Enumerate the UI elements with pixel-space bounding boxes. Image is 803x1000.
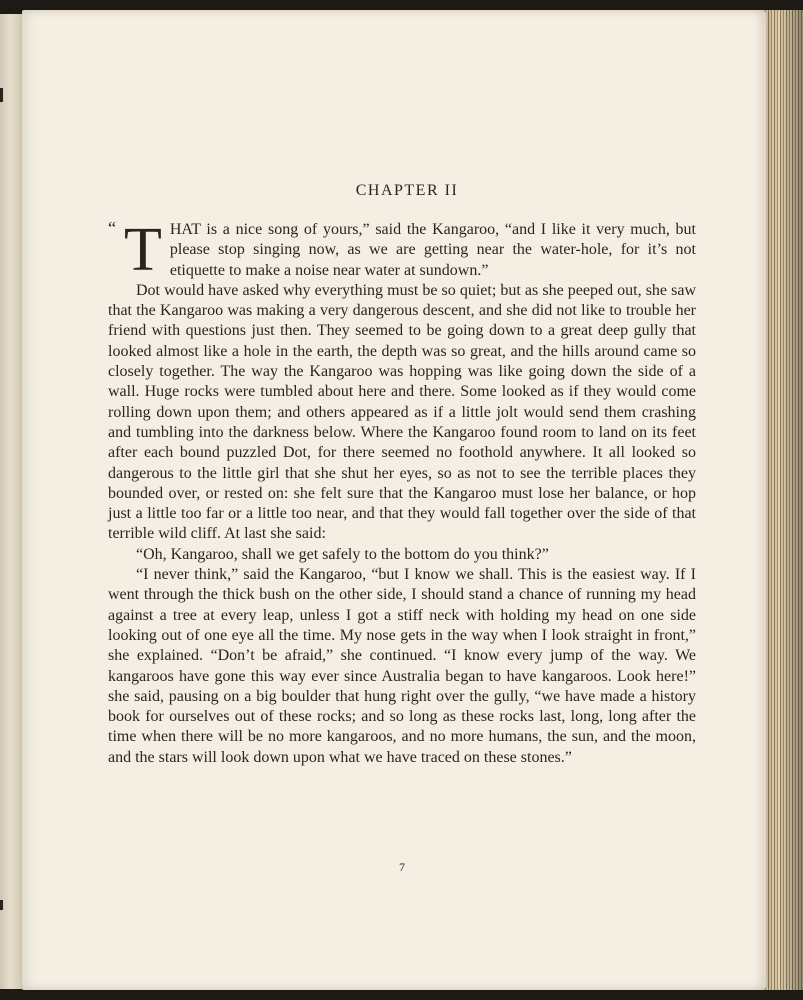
chapter-title: CHAPTER II [355,182,459,199]
body-paragraph: “I never think,” said the Kangaroo, “but I know we shall. This is the easiest way. If I went through the thick bush on the other side, I should stand a chance of running my head against a tree at every leap, unless I got a stiff neck with holding my head on one side looking out of one eye all the time. My nose gets in the way when I look straight in front,” she explained. “Don’t be afraid,” she continued. “I know every jump of the way. We kangaroos have gone this way ever since Australia began to have kangaroos. Look here!” she said, pausing on a big boulder that hung right over the gully, “we have made a history book for ourselves out of these rocks; and so long as these rocks last, long, long after the time when there will be no more kangaroos, and no more humans, the sun, and the moon, and the stars will look down upon what we have traced on these stones.” [108,566,696,766]
spine-mark [0,88,3,102]
body-paragraph: Dot would have asked why everything must be so quiet; but as she peeped out, she saw that the Kangaroo was making a very dangerous descent, and she did not like to trouble her friend with questions just then. They seemed to be going down to a great deep gully that looked almost like a hole in the earth, the depth was so great, and the hills around came so closely together. The way the Kangaroo was hopping was like going down the side of a wall. Huge rocks were tumbled about here and there. Some looked as if they would come rolling down upon them; and others appeared as if a little jolt would send them crashing and tumbling into the darkness below. Where the Kangaroo found room to land on its feet after each bound puzzled Dot, for there seemed no foothold anywhere. It all looked so dangerous to the little girl that she shut her eyes, so as not to see the terrible places they bounded over, or rested on: she felt sure that the Kangaroo must lose her balance, or hop just a little too far or a little too near, and that they would fall together over the side of that terrible wild cliff. At last she said: [108,281,696,543]
body-paragraph: “Oh, Kangaroo, shall we get safely to the bottom do you think?” [136,545,549,563]
page-content [108,182,696,874]
spine-mark [0,900,3,910]
opening-text: HAT is a nice song of yours,” said the Kangaroo, “and I like it very much, but please stop singing now, as we are getting near the water-hole, for it’s not etiquette to make a noise near water at sundown.” [169,221,696,279]
opening-quote-mark: “ [108,218,116,238]
opening-paragraph [108,216,696,284]
drop-cap: T [124,216,162,284]
page-number: 7 [399,860,405,874]
book-page [22,10,766,990]
page-edges-shadow [763,10,803,990]
